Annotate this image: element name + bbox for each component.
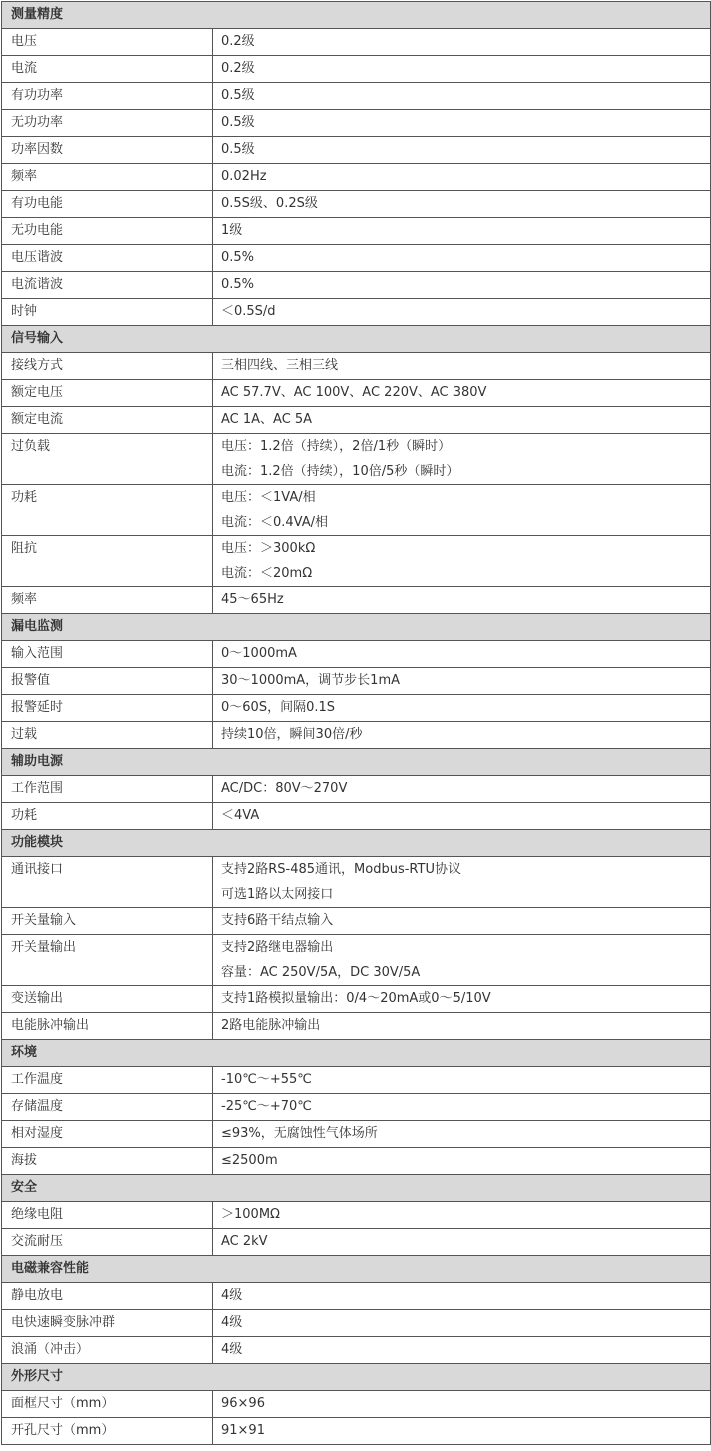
spec-value-line: ＞100MΩ (221, 1207, 280, 1222)
spec-value (213, 245, 711, 272)
table-row (2, 587, 711, 614)
spec-label-text: 工作范围 (11, 781, 64, 796)
table-row (2, 29, 711, 56)
section-title: 环境 (2, 1040, 711, 1067)
spec-value (213, 110, 711, 137)
spec-value-line: 0.2级 (221, 61, 255, 76)
spec-label (2, 1067, 213, 1094)
spec-label-text: 工作温度 (11, 1072, 64, 1087)
spec-value-line: 支持2路RS-485通讯，Modbus-RTU协议 (221, 862, 461, 877)
spec-value-line: -25℃～+70℃ (221, 1099, 312, 1114)
table-row (2, 1418, 711, 1445)
spec-label (2, 908, 213, 935)
spec-label (2, 1391, 213, 1418)
table-row (2, 641, 711, 668)
spec-value (213, 1337, 711, 1364)
section-header-row (2, 2, 711, 29)
table-row (2, 986, 711, 1013)
table-row (2, 536, 711, 587)
spec-value-line: 4级 (221, 1288, 243, 1303)
spec-value-line: ≤2500m (221, 1153, 278, 1168)
section-title: 测量精度 (2, 2, 711, 29)
spec-label-text: 海拔 (11, 1153, 38, 1168)
spec-value-line: 可选1路以太网接口 (221, 887, 334, 902)
spec-value-line: 电流：＜0.4VA/相 (221, 515, 329, 530)
spec-label-text: 无功功率 (11, 115, 64, 130)
spec-label-text: 交流耐压 (11, 1234, 64, 1249)
spec-value (213, 587, 711, 614)
spec-label-text: 有功电能 (11, 196, 64, 211)
spec-value-line: 0.5% (221, 250, 255, 265)
spec-value (213, 803, 711, 830)
spec-value (213, 83, 711, 110)
spec-label-text: 报警值 (11, 673, 51, 688)
spec-value-line: -10℃～+55℃ (221, 1072, 312, 1087)
spec-value-line: AC 1A、AC 5A (221, 412, 313, 427)
spec-label (2, 29, 213, 56)
table-row (2, 695, 711, 722)
spec-table-body (2, 2, 711, 1445)
spec-label (2, 1337, 213, 1364)
spec-label (2, 245, 213, 272)
spec-value-line: 电压：＞300kΩ (221, 541, 316, 556)
spec-label (2, 485, 213, 536)
section-header-row (2, 326, 711, 353)
spec-value (213, 695, 711, 722)
spec-label (2, 353, 213, 380)
spec-value (213, 1148, 711, 1175)
spec-label (2, 380, 213, 407)
spec-label-text: 浪涌（冲击） (11, 1342, 90, 1357)
spec-value-line: ＜0.5S/d (221, 304, 276, 319)
spec-value (213, 776, 711, 803)
table-row (2, 722, 711, 749)
spec-value-line: AC/DC：80V～270V (221, 781, 348, 796)
spec-label-text: 电流谐波 (11, 277, 64, 292)
table-row (2, 380, 711, 407)
spec-value-line: 0～1000mA (221, 646, 297, 661)
spec-value (213, 1283, 711, 1310)
table-row (2, 272, 711, 299)
spec-label-text: 频率 (11, 169, 38, 184)
spec-value-line: 电流：1.2倍（持续），10倍/5秒（瞬时） (221, 464, 460, 479)
spec-label-text: 电能脉冲输出 (11, 1018, 90, 1033)
spec-value (213, 668, 711, 695)
spec-value (213, 272, 711, 299)
spec-label (2, 1094, 213, 1121)
spec-value-line: 电压：＜1VA/相 (221, 490, 316, 505)
spec-value-line: ＜4VA (221, 808, 260, 823)
spec-value (213, 935, 711, 986)
table-row (2, 245, 711, 272)
spec-label-text: 额定电流 (11, 412, 64, 427)
spec-label-text: 面框尺寸（mm） (11, 1396, 115, 1411)
spec-value-line: 容量：AC 250V/5A，DC 30V/5A (221, 965, 421, 980)
spec-value (213, 1391, 711, 1418)
table-row (2, 110, 711, 137)
spec-value-line: 45～65Hz (221, 592, 284, 607)
spec-value-line: 支持1路模拟量输出：0/4～20mA或0～5/10V (221, 991, 491, 1006)
spec-label-text: 阻抗 (11, 541, 38, 556)
table-row (2, 1337, 711, 1364)
spec-value (213, 1013, 711, 1040)
spec-label (2, 1418, 213, 1445)
spec-label (2, 1013, 213, 1040)
spec-label (2, 935, 213, 986)
spec-value (213, 218, 711, 245)
spec-value (213, 191, 711, 218)
spec-label (2, 536, 213, 587)
section-title: 功能模块 (2, 830, 711, 857)
table-row (2, 164, 711, 191)
spec-value (213, 56, 711, 83)
spec-label-text: 报警延时 (11, 700, 64, 715)
table-row (2, 857, 711, 908)
spec-value-line: 0.5% (221, 277, 255, 292)
spec-label-text: 过载 (11, 727, 38, 742)
table-row (2, 191, 711, 218)
spec-value (213, 353, 711, 380)
spec-label-text: 电流 (11, 61, 38, 76)
spec-label-text: 开关量输出 (11, 940, 77, 955)
spec-label (2, 722, 213, 749)
table-row (2, 1391, 711, 1418)
spec-label-text: 开孔尺寸（mm） (11, 1423, 115, 1438)
spec-label (2, 1148, 213, 1175)
spec-label (2, 803, 213, 830)
table-row (2, 908, 711, 935)
spec-value-line: 91×91 (221, 1423, 265, 1438)
spec-value (213, 1202, 711, 1229)
section-title: 辅助电源 (2, 749, 711, 776)
spec-value-line: 4级 (221, 1342, 243, 1357)
spec-label-text: 存储温度 (11, 1099, 64, 1114)
spec-value-line: 4级 (221, 1315, 243, 1330)
spec-value (213, 29, 711, 56)
table-row (2, 803, 711, 830)
spec-value-line: 96×96 (221, 1396, 265, 1411)
table-row (2, 56, 711, 83)
section-title: 安全 (2, 1175, 711, 1202)
table-row (2, 1067, 711, 1094)
spec-label-text: 频率 (11, 592, 38, 607)
spec-value (213, 1067, 711, 1094)
spec-label (2, 1283, 213, 1310)
spec-label (2, 1229, 213, 1256)
table-row (2, 1283, 711, 1310)
spec-label-text: 时钟 (11, 304, 38, 319)
table-row (2, 1148, 711, 1175)
spec-value (213, 434, 711, 485)
spec-label (2, 986, 213, 1013)
spec-label-text: 功耗 (11, 808, 38, 823)
spec-value (213, 1310, 711, 1337)
spec-value-line: 三相四线、三相三线 (221, 358, 339, 373)
spec-label (2, 434, 213, 485)
section-header-row (2, 830, 711, 857)
spec-label (2, 164, 213, 191)
spec-value-line: AC 2kV (221, 1234, 268, 1249)
spec-value (213, 137, 711, 164)
spec-label (2, 587, 213, 614)
spec-value (213, 299, 711, 326)
spec-table (1, 1, 711, 1445)
spec-label (2, 641, 213, 668)
spec-label (2, 299, 213, 326)
section-title: 电磁兼容性能 (2, 1256, 711, 1283)
spec-label (2, 407, 213, 434)
spec-label-text: 功耗 (11, 490, 38, 505)
spec-value-line: 1级 (221, 223, 243, 238)
spec-label-text: 接线方式 (11, 358, 64, 373)
spec-label (2, 1310, 213, 1337)
section-header-row (2, 749, 711, 776)
spec-value-line: 持续10倍，瞬间30倍/秒 (221, 727, 363, 742)
table-row (2, 299, 711, 326)
spec-label (2, 668, 213, 695)
table-row (2, 434, 711, 485)
table-row (2, 1310, 711, 1337)
spec-label (2, 695, 213, 722)
spec-value (213, 380, 711, 407)
spec-value-line: 0.5级 (221, 88, 255, 103)
spec-label-text: 静电放电 (11, 1288, 64, 1303)
section-title: 外形尺寸 (2, 1364, 711, 1391)
spec-value (213, 722, 711, 749)
spec-value-line: 支持6路干结点输入 (221, 913, 334, 928)
spec-label-text: 电压谐波 (11, 250, 64, 265)
spec-label (2, 218, 213, 245)
table-row (2, 485, 711, 536)
table-row (2, 776, 711, 803)
spec-value (213, 485, 711, 536)
table-row (2, 1121, 711, 1148)
table-row (2, 83, 711, 110)
section-header-row (2, 1175, 711, 1202)
spec-label-text: 功率因数 (11, 142, 64, 157)
table-row (2, 1229, 711, 1256)
table-row (2, 935, 711, 986)
spec-value (213, 1094, 711, 1121)
spec-label-text: 电快速瞬变脉冲群 (11, 1315, 116, 1330)
spec-value (213, 857, 711, 908)
table-row (2, 1094, 711, 1121)
spec-label (2, 137, 213, 164)
spec-label-text: 有功功率 (11, 88, 64, 103)
spec-value-line: 0.2级 (221, 34, 255, 49)
spec-value-line: 0.5级 (221, 115, 255, 130)
spec-value-line: 电压：1.2倍（持续），2倍/1秒（瞬时） (221, 439, 452, 454)
spec-value (213, 1121, 711, 1148)
spec-label-text: 变送输出 (11, 991, 64, 1006)
spec-label (2, 83, 213, 110)
table-row (2, 137, 711, 164)
spec-label-text: 过负载 (11, 439, 51, 454)
spec-label (2, 191, 213, 218)
spec-value-line: 2路电能脉冲输出 (221, 1018, 321, 1033)
spec-value (213, 536, 711, 587)
spec-label-text: 额定电压 (11, 385, 64, 400)
spec-label (2, 1202, 213, 1229)
spec-label-text: 相对湿度 (11, 1126, 64, 1141)
spec-value (213, 641, 711, 668)
spec-value-line: 30～1000mA，调节步长1mA (221, 673, 401, 688)
spec-value (213, 986, 711, 1013)
spec-value-line: 0.02Hz (221, 169, 267, 184)
table-row (2, 1013, 711, 1040)
spec-value-line: ≤93%，无腐蚀性气体场所 (221, 1126, 378, 1141)
spec-value (213, 1418, 711, 1445)
spec-value (213, 164, 711, 191)
section-header-row (2, 1364, 711, 1391)
spec-label (2, 110, 213, 137)
spec-value-line: 0～60S，间隔0.1S (221, 700, 335, 715)
spec-label-text: 绝缘电阻 (11, 1207, 64, 1222)
spec-label-text: 输入范围 (11, 646, 64, 661)
spec-value (213, 908, 711, 935)
spec-value (213, 1229, 711, 1256)
spec-value-line: 支持2路继电器输出 (221, 940, 334, 955)
section-header-row (2, 1040, 711, 1067)
section-header-row (2, 614, 711, 641)
spec-label (2, 56, 213, 83)
section-title: 信号输入 (2, 326, 711, 353)
spec-label (2, 776, 213, 803)
spec-label (2, 1121, 213, 1148)
spec-label-text: 电压 (11, 34, 38, 49)
spec-value-line: 电流：＜20mΩ (221, 566, 313, 581)
section-title: 漏电监测 (2, 614, 711, 641)
table-row (2, 1202, 711, 1229)
spec-label (2, 857, 213, 908)
spec-value (213, 407, 711, 434)
spec-value-line: 0.5S级、0.2S级 (221, 196, 318, 211)
table-row (2, 668, 711, 695)
spec-value-line: 0.5级 (221, 142, 255, 157)
spec-label-text: 开关量输入 (11, 913, 77, 928)
spec-label-text: 无功电能 (11, 223, 64, 238)
spec-label-text: 通讯接口 (11, 862, 64, 877)
table-row (2, 218, 711, 245)
table-row (2, 407, 711, 434)
spec-value-line: AC 57.7V、AC 100V、AC 220V、AC 380V (221, 385, 487, 400)
spec-label (2, 272, 213, 299)
section-header-row (2, 1256, 711, 1283)
table-row (2, 353, 711, 380)
